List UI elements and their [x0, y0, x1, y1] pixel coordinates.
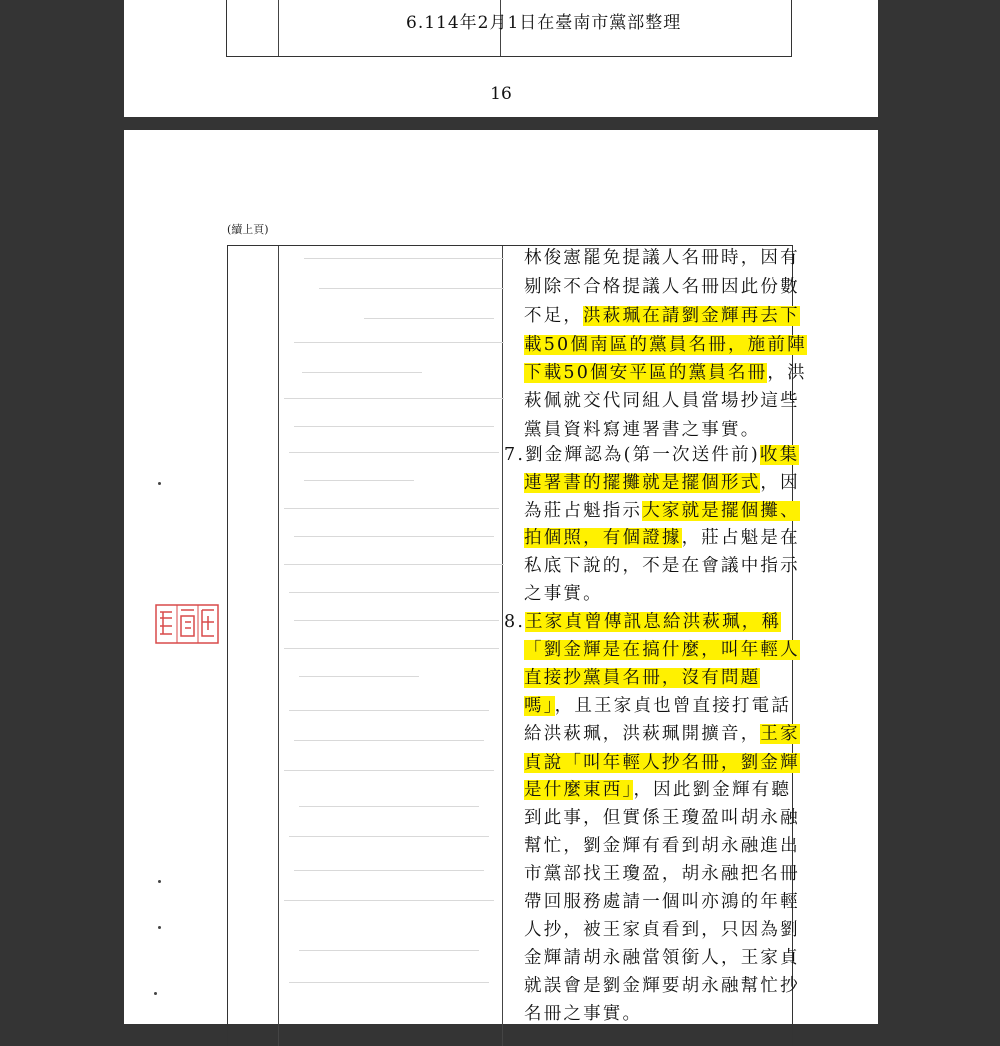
item-number: 7.: [504, 445, 526, 465]
continued-label: (續上頁): [227, 223, 269, 236]
text-segment: 到此事，但實係王瓊盈叫胡永融: [524, 808, 800, 828]
text-segment: ，莊占魁是在: [681, 528, 800, 548]
text-segment: 幫忙，劉金輝有看到胡永融進出: [524, 836, 800, 856]
text-segment: 就誤會是劉金輝要胡永融幫忙抄: [524, 976, 800, 996]
table-cell-text: 6.114年2月1日在臺南市黨部整理: [406, 13, 682, 33]
text-segment: 林俊憲罷免提議人名冊時，因有: [524, 248, 800, 268]
highlighted-text: 嗎」: [524, 696, 555, 716]
text-segment: 人抄，被王家貞看到，只因為劉: [524, 920, 800, 940]
text-line: [524, 303, 800, 329]
highlighted-text: 王家貞曾傳訊息給洪萩珮，稱: [525, 612, 782, 632]
scan-speck: [154, 992, 157, 995]
text-line: [524, 665, 760, 691]
highlighted-text: 下載50個安平區的黨員名冊: [524, 363, 768, 383]
highlighted-text: 大家就是擺個攤、: [642, 501, 800, 521]
highlighted-text: 載50個南區的黨員名冊，施前陣: [524, 335, 807, 355]
highlighted-text: 貞說「叫年輕人抄名冊，劉金輝: [524, 753, 800, 773]
text-line: [524, 553, 800, 579]
text-segment: ，因: [760, 473, 800, 493]
text-line: [524, 889, 800, 915]
document-page-17: [124, 130, 878, 1024]
text-line: [524, 245, 800, 271]
numbered-item-line: [504, 609, 781, 635]
scan-speck: [158, 926, 161, 929]
document-page-16: [124, 0, 878, 117]
highlighted-text: 「劉金輝是在搞什麼，叫年輕人: [524, 640, 800, 660]
table-column-divider: [502, 246, 503, 1046]
text-segment: 為莊占魁指示: [524, 501, 643, 521]
table-column-divider: [278, 0, 279, 56]
highlighted-text: 拍個照，有個證據: [524, 528, 682, 548]
highlighted-text: 王家: [760, 724, 800, 744]
text-segment: 帶回服務處請一個叫亦鴻的年輕: [524, 892, 800, 912]
text-line: [524, 332, 807, 358]
text-line: [524, 777, 791, 803]
text-segment: 不足，: [524, 306, 584, 326]
text-line: [524, 470, 800, 496]
text-line: [524, 805, 800, 831]
numbered-item-line: [504, 442, 799, 468]
scan-speck: [158, 482, 161, 485]
text-segment: ，洪: [767, 363, 807, 383]
text-segment: 剔除不合格提議人名冊因此份數: [524, 277, 800, 297]
text-line: [524, 525, 800, 551]
text-line: [524, 360, 807, 386]
text-line: [524, 973, 800, 999]
text-segment: 金輝請胡永融當領銜人，王家貞: [524, 948, 800, 968]
text-segment: 名冊之事實。: [524, 1004, 643, 1024]
text-segment: 黨員資料寫連署書之事實。: [524, 420, 761, 440]
highlighted-text: 連署書的擺攤就是擺個形式: [524, 473, 761, 493]
text-line: [524, 861, 800, 887]
text-line: [524, 581, 603, 607]
text-line: [524, 750, 800, 776]
text-line: [524, 917, 800, 943]
text-line: [524, 945, 800, 971]
text-line: [524, 388, 800, 414]
page-number: 16: [490, 84, 512, 104]
text-line: [524, 637, 800, 663]
highlighted-text: 直接抄黨員名冊，沒有問題: [524, 668, 761, 688]
highlighted-text: 洪萩珮在請劉金輝再去下: [583, 306, 800, 326]
text-segment: ，因此劉金輝有聽: [633, 780, 792, 800]
item-number: 8.: [504, 612, 526, 632]
highlighted-text: 是什麼東西」: [524, 780, 634, 800]
table-column-divider: [278, 246, 279, 1046]
text-segment: 劉金輝認為(第一次送件前): [525, 445, 760, 465]
text-line: [524, 833, 800, 859]
text-line: [524, 417, 760, 443]
text-line: [524, 274, 800, 300]
text-line: [524, 498, 800, 524]
text-segment: ，且王家貞也曾直接打電話: [554, 696, 792, 716]
highlighted-text: 收集: [759, 445, 800, 465]
text-line: [524, 1001, 642, 1027]
text-segment: 私底下說的，不是在會議中指示: [524, 556, 800, 576]
text-segment: 之事實。: [524, 584, 603, 604]
text-segment: 萩佩就交代同組人員當場抄這些: [524, 391, 800, 411]
text-line: [524, 721, 800, 747]
court-seal-stamp: [155, 604, 219, 644]
text-line: [524, 693, 791, 719]
text-segment: 給洪萩珮，洪萩珮開擴音，: [524, 724, 761, 744]
scan-speck: [158, 880, 161, 883]
text-segment: 市黨部找王瓊盈，胡永融把名冊: [524, 864, 800, 884]
